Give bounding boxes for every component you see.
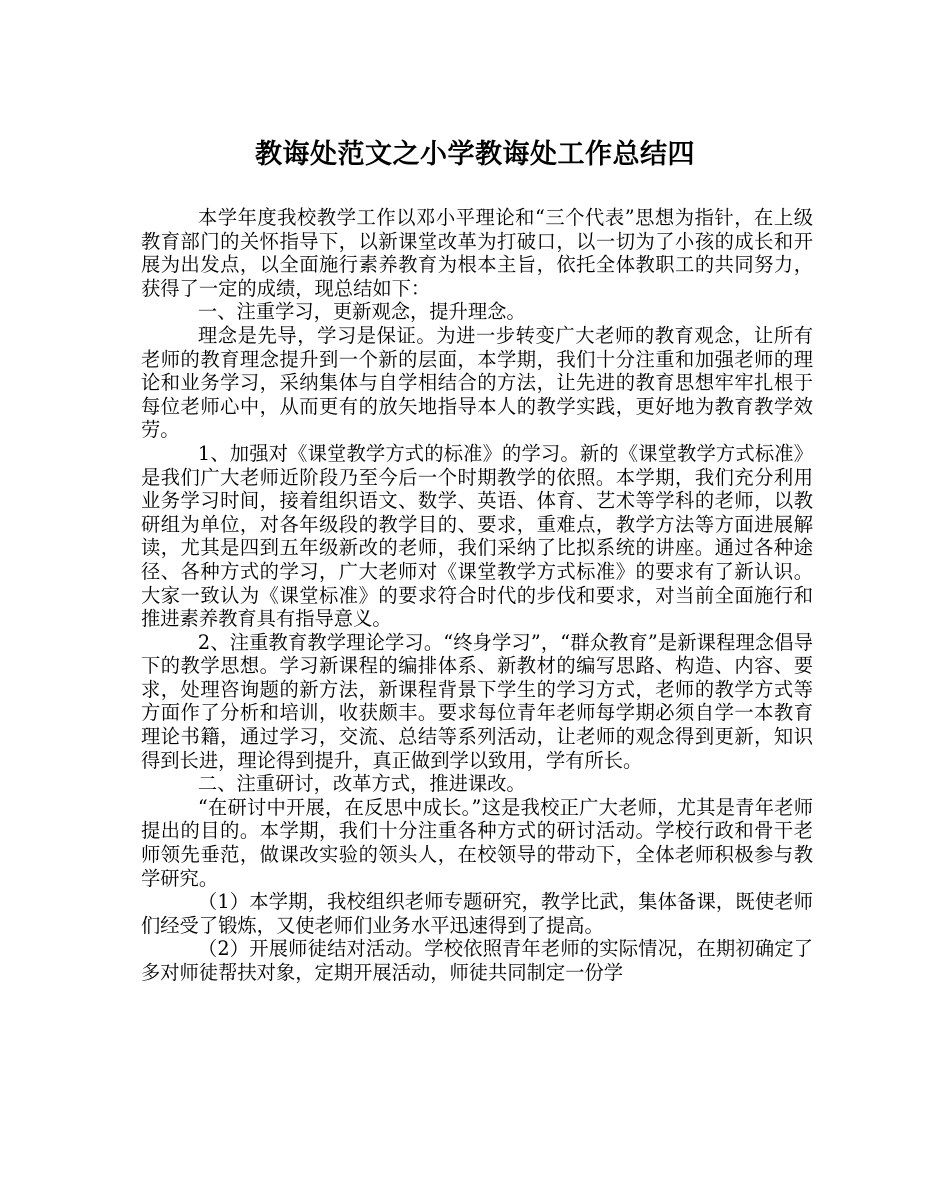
section-heading-1: 一、注重学习，更新观念，提升理念。 — [197, 300, 526, 324]
paragraph-theory-study: 2、注重教育教学理论学习。“终身学习”，“群众教育”是新课程理念倡导下的教学思想。学习新课程的编排体系、新教材的编写思路、构造、内容、要求，处理咨询题的新方法，新课程背景下学生的学习方式，老师的教学方式等方面作了分析和培训，收获颇丰。要求每位青年老师每学期必须自学一本教育理论书籍，通过学习，交流、总结等系列活动，让老师的观念得到更新，知识得到长进，理论得到提升，真正做到学以致用，学有所长。 — [141, 630, 813, 772]
paragraph-research: “在研讨中开展，在反思中成长。”这是我校正广大老师，尤其是青年老师提出的目的。本学期，我们十分注重各种方式的研讨活动。学校行政和骨干老师领先垂范，做课改实验的领头人，在校领导的带动下，全体老师积极参与教学研究。 — [141, 795, 813, 890]
paragraph-concept: 理念是先导，学习是保证。为进一步转变广大老师的教育观念，让所有老师的教育理念提升到一个新的层面，本学期，我们十分注重和加强老师的理论和业务学习，采纳集体与自学相结合的方法，让先进的教育思想牢牢扎根于每位老师心中，从而更有的放矢地指导本人的教学实践，更好地为教育教学效劳。 — [141, 323, 813, 442]
section-heading-2: 二、注重研讨，改革方式，推进课改。 — [197, 772, 526, 796]
document-body — [141, 206, 813, 985]
paragraph-standard-study: 1、加强对《课堂教学方式的标准》的学习。新的《课堂教学方式标准》是我们广大老师近阶段乃至今后一个时期教学的依照。本学期，我们充分利用业务学习时间，接着组织语文、数学、英语、体育、艺术等学科的老师，以教研组为单位，对各年级段的教学目的、要求，重难点，教学方法等方面进展解读，尤其是四到五年级新改的老师，我们采纳了比拟系统的讲座。通过各种途径、各种方式的学习，广大老师对《课堂教学方式标准》的要求有了新认识。大家一致认为《课堂标准》的要求符合时代的步伐和要求，对当前全面施行和推进素养教育具有指导意义。 — [141, 441, 813, 631]
paragraph-intro: 本学年度我校教学工作以邓小平理论和“三个代表”思想为指针，在上级教育部门的关怀指导下，以新课堂改革为打破口，以一切为了小孩的成长和开展为出发点，以全面施行素养教育为根本主旨，依托全体教职工的共同努力，获得了一定的成绩，现总结如下： — [141, 206, 813, 300]
paragraph-item-1: （1）本学期，我校组织老师专题研究，教学比武，集体备课，既使老师们经受了锻炼，又使老师们业务水平迅速得到了提高。 — [141, 890, 813, 937]
paragraph-item-2: （2）开展师徒结对活动。学校依照青年老师的实际情况，在期初确定了多对师徒帮扶对象，定期开展活动，师徒共同制定一份学 — [141, 937, 813, 984]
document-title: 教诲处范文之小学教诲处工作总结四 — [255, 139, 695, 170]
